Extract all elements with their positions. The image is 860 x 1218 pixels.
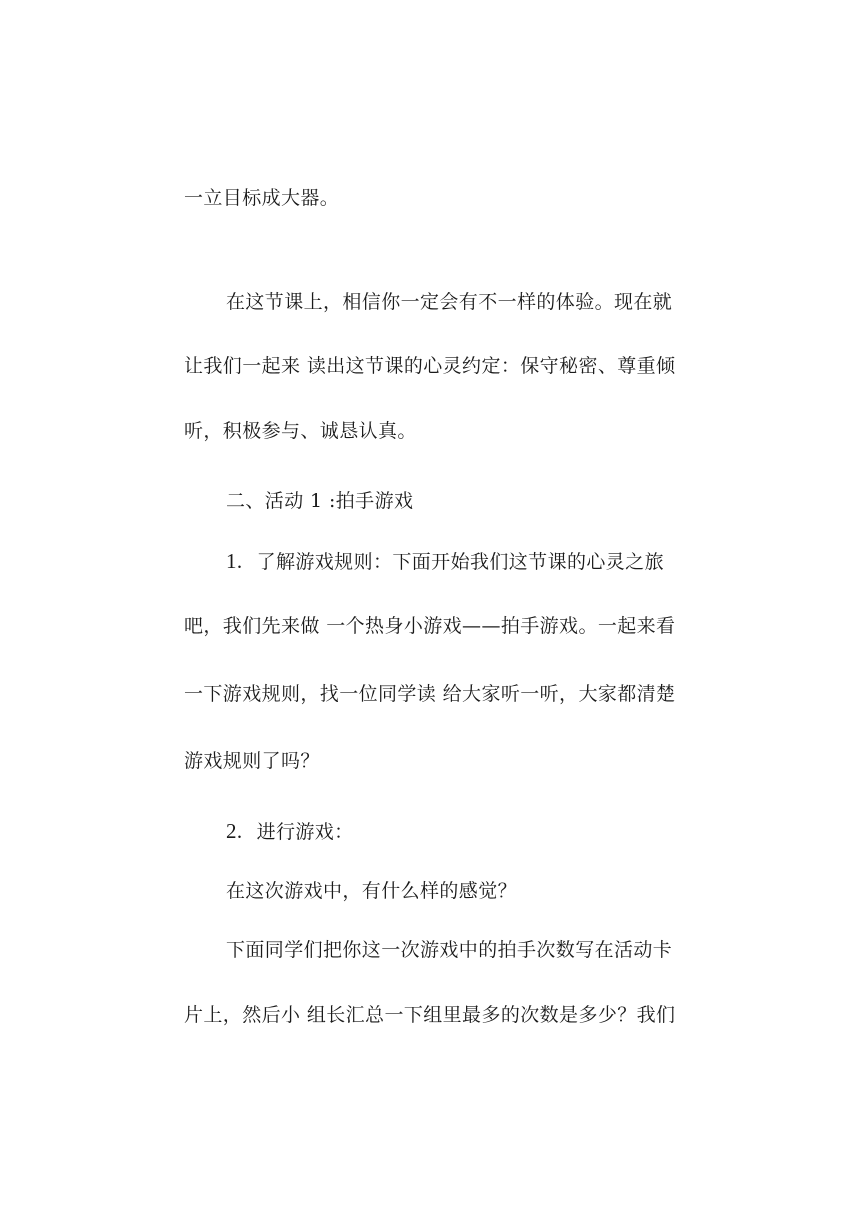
text-line: 吧，我们先来做 一个热身小游戏——拍手游戏。一起来看 <box>184 615 676 637</box>
text-line: 在这次游戏中，有什么样的感觉？ <box>226 880 518 902</box>
text-line: 游戏规则了吗？ <box>184 750 320 772</box>
text-line: 进行游戏： <box>256 821 354 843</box>
text-line: 下面同学们把你这一次游戏中的拍手次数写在活动卡 <box>226 939 673 961</box>
text-line: 片上，然后小 组长汇总一下组里最多的次数是多少？我们 <box>184 1004 676 1026</box>
section-heading: 二、活动 1 :拍手游戏 <box>226 490 414 512</box>
text-line: 在这节课上，相信你一定会有不一样的体验。现在就 <box>226 291 673 313</box>
list-number: 2. <box>226 819 243 843</box>
text-line: 一立目标成大器。 <box>184 187 340 209</box>
list-item <box>226 549 664 574</box>
text-line: 了解游戏规则：下面开始我们这节课的心灵之旅 <box>256 551 664 573</box>
text-line: 一下游戏规则，找一位同学读 给大家听一听，大家都清楚 <box>184 683 676 705</box>
text-line: 听，积极参与、诚恳认真。 <box>184 420 417 442</box>
list-item <box>226 819 354 844</box>
text-line: 让我们一起来 读出这节课的心灵约定：保守秘密、尊重倾 <box>184 355 676 377</box>
list-number: 1. <box>226 549 243 573</box>
